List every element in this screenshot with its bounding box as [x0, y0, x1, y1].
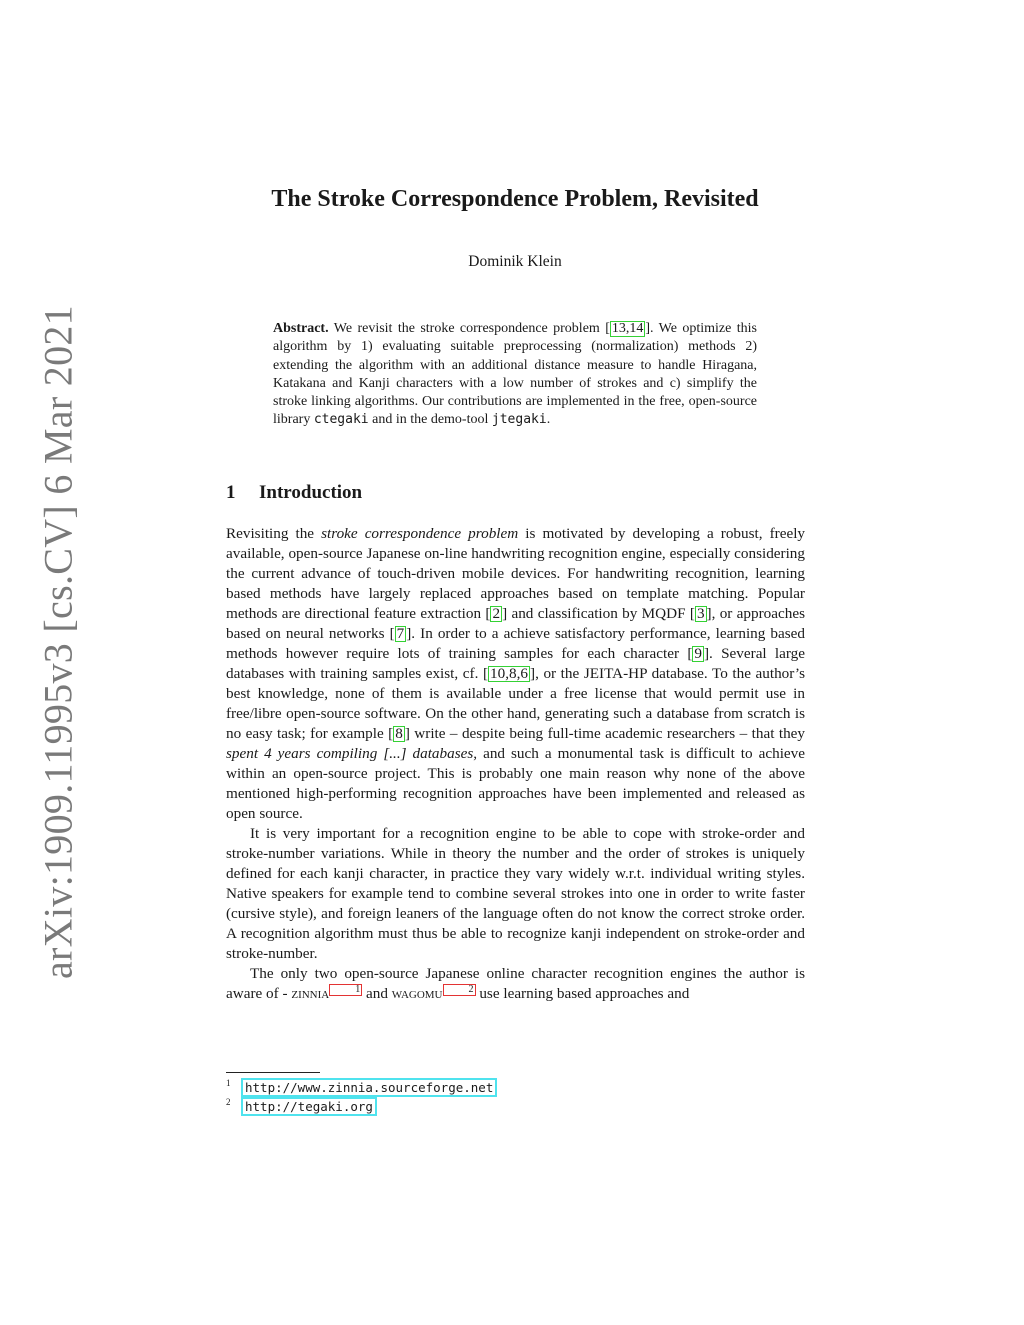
paragraph-1: Revisiting the stroke correspondence problem is motivated by developing a robust, freely available, open-source Japanese on-line handwriting recognition engine, especially considering the current advance of touch-driven mobile devices. For handwriting recognition, learning based methods have largely replaced approaches based on template matching. Popular methods are directional feature extraction [ 2 ] and classification by MQDF [ 3 ], or approaches based on neural networks [ 7 ]. In order to a achieve satisfactory performance, learning based methods however require lots of training samples for each character [ 9 ]. Several large databases with training samples exist, cf. [ 10,8,6 ], or the JEITA-HP database. To the author’s best knowledge, none of them is available under a free license that would permit use in free/libre open-source software. On the other hand, generating such a database from scratch is no easy task; for example [ 8 ] write – despite being full-time academic researchers – that they spent 4 years compiling [...] databases, and such a monumental task is difficult to achieve within an open-source project. This is probably one main reason why none of the above mentioned high-performing recognition approaches have been implemented and released as open source.: [226, 525, 806, 822]
footnote-link[interactable]: http://tegaki.org: [241, 1097, 377, 1116]
citation-link[interactable]: 8: [395, 725, 403, 742]
footnote-rule: [226, 1072, 320, 1073]
paragraph-2: It is very important for a recognition engine to be able to cope with stroke-order and stroke-number variations. While in theory the number and the order of strokes is uniquely defined for each kanji character, in practice they vary widely w.r.t. individual writing styles. Native speakers for example tend to combine several strokes into one in order to write faster (cursive style), and foreign leaners of the language often do not know the correct stroke order. A recognition algorithm must thus be able to recognize kanji independent on stroke-order and stroke-number.: [226, 825, 805, 962]
citation-link[interactable]: 9: [694, 645, 702, 662]
abstract-label: Abstract.: [273, 321, 329, 336]
footnote-link[interactable]: http://www.zinnia.sourceforge.net: [241, 1078, 497, 1097]
citation-link[interactable]: 10,8,6: [490, 665, 528, 682]
section-title: Introduction: [259, 482, 363, 503]
citation-link[interactable]: 3: [696, 605, 705, 622]
citation-link[interactable]: 2: [492, 605, 501, 622]
paragraph-3: The only two open-source Japanese online character recognition engines the author is aware of - zinnia 1 and wagomu 2 use learning based approaches and: [226, 965, 805, 1003]
abstract-text: We revisit the stroke correspondence problem: [328, 321, 606, 336]
paper-title: The Stroke Correspondence Problem, Revisited: [271, 186, 759, 212]
citation-link[interactable]: 13,14: [611, 321, 644, 336]
footnote-marker[interactable]: 1: [329, 984, 362, 996]
footnote-2: [226, 1097, 377, 1116]
section-heading: [226, 482, 362, 504]
emphasis: spent 4 years compiling [...] databases: [226, 745, 474, 762]
footnote-1: [226, 1078, 497, 1097]
software-name: wagomu: [391, 985, 443, 1003]
abstract-text: . We optimize this algorithm by 1) evaluating suitable preprocessing (normalization) methods 2) extending the algorithm with an additional distance measure to handle Hiragana, Katakana and Kanji characters with a low number of strokes and c) simplify the stroke linking algorithms. Our contributions are implemented in the free, open-source library: [273, 321, 757, 428]
abstract: Abstract. We revisit the stroke correspondence problem [ 13,14 ]. We optimize this algorithm by 1) evaluating suitable preprocessing (normalization) methods 2) extending the algorithm with an additional distance measure to handle Hiragana, Katakana and Kanji characters with a low number of strokes and c) simplify the stroke linking algorithms. Our contributions are implemented in the free, open-source library ctegaki and in the demo-tool jtegaki.: [273, 321, 757, 428]
tool-name: jtegaki: [491, 412, 547, 428]
library-name: ctegaki: [313, 412, 369, 428]
citation-link[interactable]: 7: [396, 625, 405, 642]
emphasis: stroke correspondence problem: [321, 525, 519, 542]
section-body: [226, 524, 805, 1004]
paper-author: Dominik Klein: [468, 253, 562, 270]
footnote-number: 1: [226, 1078, 231, 1088]
abstract-text: and in the demo-tool: [368, 412, 492, 428]
footnote-number: 2: [226, 1097, 231, 1107]
footnote-marker[interactable]: 2: [443, 984, 476, 996]
software-name: zinnia: [291, 985, 330, 1003]
arxiv-identifier: arXiv:1909.11995v3 [cs.CV] 6 Mar 2021: [35, 305, 81, 979]
section-number: 1: [226, 482, 236, 503]
